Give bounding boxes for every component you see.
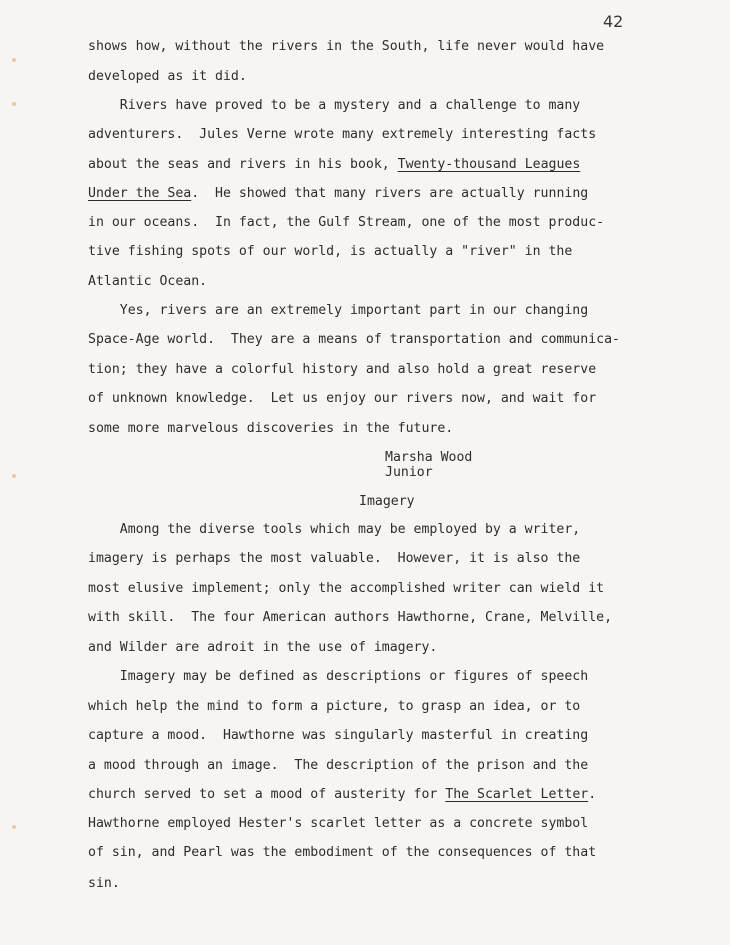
text-line: Imagery may be defined as descriptions or figures of speech: [88, 669, 589, 684]
text-line: tion; they have a colorful history and also hold a great reserve: [88, 362, 597, 377]
text-line: sin.: [88, 876, 120, 891]
text-line: with skill. The four American authors Hawthorne, Crane, Melville,: [88, 610, 613, 625]
book-title-underlined: Under the Sea: [88, 186, 192, 201]
text-line: [88, 186, 588, 202]
binder-hole-mark: [12, 825, 16, 829]
text-segment: church served to set a mood of austerity for: [88, 787, 446, 802]
text-line: imagery is perhaps the most valuable. However, it is also the: [88, 551, 581, 566]
text-line: of sin, and Pearl was the embodiment of the consequences of that: [88, 845, 597, 860]
author-grade: Junior: [385, 465, 433, 480]
text-line: Atlantic Ocean.: [88, 274, 208, 289]
text-line: capture a mood. Hawthorne was singularly masterful in creating: [88, 728, 589, 743]
text-line: of unknown knowledge. Let us enjoy our rivers now, and wait for: [88, 391, 597, 406]
text-segment: about the seas and rivers in his book,: [88, 157, 398, 172]
text-line: Rivers have proved to be a mystery and a challenge to many: [88, 98, 581, 113]
text-segment: . He showed that many rivers are actually running: [191, 186, 589, 201]
text-line: most elusive implement; only the accomplished writer can wield it: [88, 581, 605, 596]
text-segment: .: [588, 787, 597, 802]
text-line: some more marvelous discoveries in the future.: [88, 421, 454, 436]
text-line: Space-Age world. They are a means of transportation and communica-: [88, 332, 620, 347]
text-line: Among the diverse tools which may be employed by a writer,: [88, 522, 581, 537]
text-line: [88, 787, 596, 803]
text-line: tive fishing spots of our world, is actually a "river" in the: [88, 244, 573, 259]
book-title-underlined: Twenty-thousand Leagues: [397, 157, 581, 172]
text-line: [88, 157, 580, 173]
binder-hole-mark: [12, 474, 16, 478]
text-line: in our oceans. In fact, the Gulf Stream, one of the most produc-: [88, 215, 605, 230]
page-number: 42: [603, 12, 624, 31]
text-line: Yes, rivers are an extremely important part in our changing: [88, 303, 589, 318]
text-line: which help the mind to form a picture, to grasp an idea, or to: [88, 699, 581, 714]
text-line: a mood through an image. The description of the prison and the: [88, 758, 589, 773]
section-title: Imagery: [359, 494, 415, 509]
text-line: shows how, without the rivers in the South, life never would have: [88, 39, 605, 54]
text-line: Hawthorne employed Hester's scarlet letter as a concrete symbol: [88, 816, 589, 831]
text-line: adventurers. Jules Verne wrote many extremely interesting facts: [88, 127, 597, 142]
author-name: Marsha Wood: [385, 450, 473, 465]
binder-hole-mark: [12, 102, 16, 106]
text-line: developed as it did.: [88, 69, 247, 84]
binder-hole-mark: [12, 58, 16, 62]
book-title-underlined: The Scarlet Letter: [445, 787, 589, 802]
text-line: and Wilder are adroit in the use of imagery.: [88, 640, 438, 655]
